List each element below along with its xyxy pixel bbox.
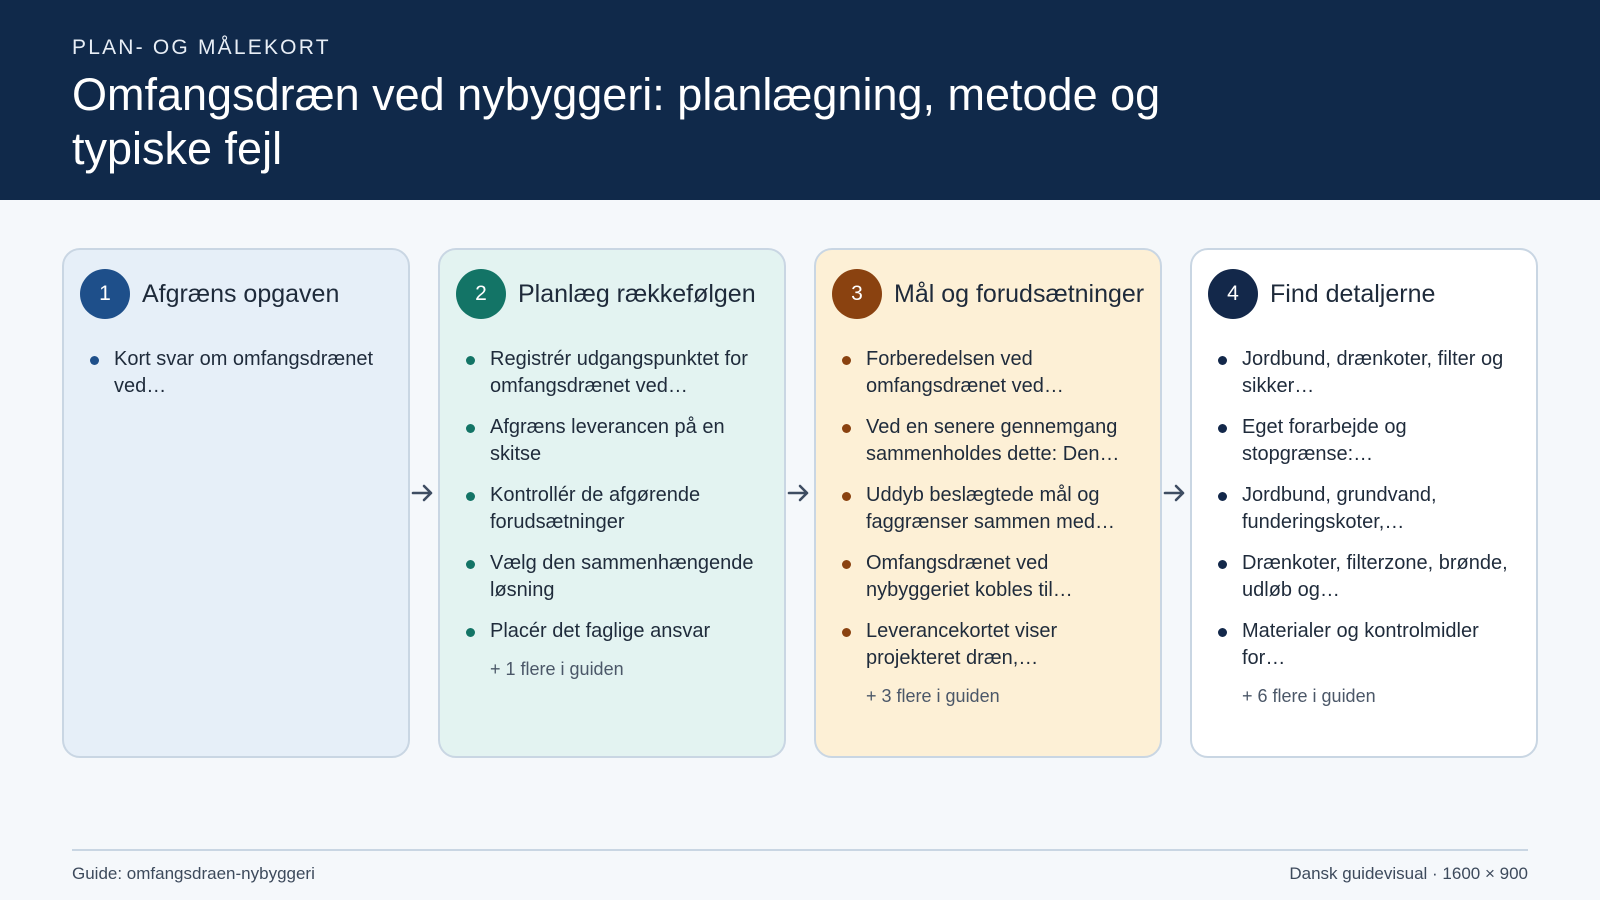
step-cards <box>62 248 1538 758</box>
bullet-dot-icon <box>842 492 851 501</box>
bullet-dot-icon <box>466 424 475 433</box>
step-card-header <box>456 268 768 320</box>
list-item <box>842 482 1144 536</box>
step-card-title: Mål og forudsætninger <box>894 279 1145 308</box>
list-item-text: Jordbund, drænkoter, filter og sikker… <box>1242 348 1504 397</box>
list-item-text: Vælg den sammenhængende løsning <box>490 552 754 601</box>
bullet-dot-icon <box>842 628 851 637</box>
bullet-dot-icon <box>1218 628 1227 637</box>
step-card-title: Find detaljerne <box>1270 279 1436 308</box>
list-item <box>1218 550 1520 604</box>
bullet-dot-icon <box>842 356 851 365</box>
step-number-badge: 2 <box>456 269 506 319</box>
footer-meta: Dansk guidevisual · 1600 × 900 <box>1289 864 1528 883</box>
list-item-text: Kort svar om omfangsdrænet ved… <box>114 348 373 397</box>
list-item-text: Placér det faglige ansvar <box>490 620 711 642</box>
list-item-text: Ved en senere gennemgang sammenholdes dette: Den… <box>866 416 1120 465</box>
footer-divider <box>72 849 1528 851</box>
step-card-2 <box>438 248 786 758</box>
list-item <box>466 346 768 400</box>
list-item-text: Materialer og kontrolmidler for… <box>1242 620 1479 669</box>
step-item-list <box>832 346 1144 672</box>
bullet-dot-icon <box>842 424 851 433</box>
list-item <box>842 618 1144 672</box>
list-item <box>1218 346 1520 400</box>
list-item <box>466 550 768 604</box>
arrow-right-icon <box>410 480 436 506</box>
list-item-text: Afgræns leverancen på en skitse <box>490 416 725 465</box>
list-item-text: Drænkoter, filterzone, brønde, udløb og… <box>1242 552 1508 601</box>
list-item <box>1218 618 1520 672</box>
step-card-header <box>832 268 1144 320</box>
step-card-title: Planlæg rækkefølgen <box>518 279 756 308</box>
more-in-guide-link[interactable]: + 1 flere i guiden <box>490 659 624 679</box>
list-item-text: Omfangsdrænet ved nybyggeriet kobles til… <box>866 552 1073 601</box>
bullet-dot-icon <box>466 628 475 637</box>
bullet-dot-icon <box>1218 424 1227 433</box>
bullet-dot-icon <box>90 356 99 365</box>
arrow-right-icon <box>1162 480 1188 506</box>
step-item-list <box>80 346 392 400</box>
step-number-badge: 1 <box>80 269 130 319</box>
list-item <box>90 346 392 400</box>
step-item-list <box>1208 346 1520 672</box>
bullet-dot-icon <box>1218 356 1227 365</box>
list-item-text: Uddyb beslægtede mål og faggrænser sammen med… <box>866 484 1115 533</box>
more-in-guide-link[interactable]: + 3 flere i guiden <box>866 686 1000 706</box>
list-item-text: Registrér udgangspunktet for omfangsdrænet ved… <box>490 348 748 397</box>
list-item <box>466 414 768 468</box>
list-item <box>466 482 768 536</box>
list-item <box>466 618 768 645</box>
list-item <box>1218 482 1520 536</box>
step-card-header <box>80 268 392 320</box>
bullet-dot-icon <box>1218 492 1227 501</box>
list-item-text: Leverancekortet viser projekteret dræn,… <box>866 620 1058 669</box>
list-item <box>842 414 1144 468</box>
page-title: Omfangsdræn ved nybyggeri: planlægning, metode og typiske fejl <box>72 69 1161 174</box>
step-card-4 <box>1190 248 1538 758</box>
step-number-badge: 4 <box>1208 269 1258 319</box>
bullet-dot-icon <box>842 560 851 569</box>
bullet-dot-icon <box>466 560 475 569</box>
list-item-text: Eget forarbejde og stopgrænse:… <box>1242 416 1407 465</box>
footer-guide-slug: Guide: omfangsdraen-nybyggeri <box>72 864 315 883</box>
bullet-dot-icon <box>466 356 475 365</box>
step-card-1 <box>62 248 410 758</box>
step-item-list <box>456 346 768 645</box>
list-item <box>1218 414 1520 468</box>
list-item-text: Forberedelsen ved omfangsdrænet ved… <box>866 348 1064 397</box>
step-card-title: Afgræns opgaven <box>142 279 340 308</box>
list-item-text: Jordbund, grundvand, funderingskoter,… <box>1242 484 1437 533</box>
eyebrow-label: PLAN- OG MÅLEKORT <box>72 36 331 59</box>
list-item <box>842 550 1144 604</box>
step-card-3 <box>814 248 1162 758</box>
bullet-dot-icon <box>466 492 475 501</box>
bullet-dot-icon <box>1218 560 1227 569</box>
step-number-badge: 3 <box>832 269 882 319</box>
step-card-header <box>1208 268 1520 320</box>
header-banner <box>0 0 1600 200</box>
arrow-right-icon <box>786 480 812 506</box>
list-item <box>842 346 1144 400</box>
more-in-guide-link[interactable]: + 6 flere i guiden <box>1242 686 1376 706</box>
list-item-text: Kontrollér de afgørende forudsætninger <box>490 484 701 533</box>
